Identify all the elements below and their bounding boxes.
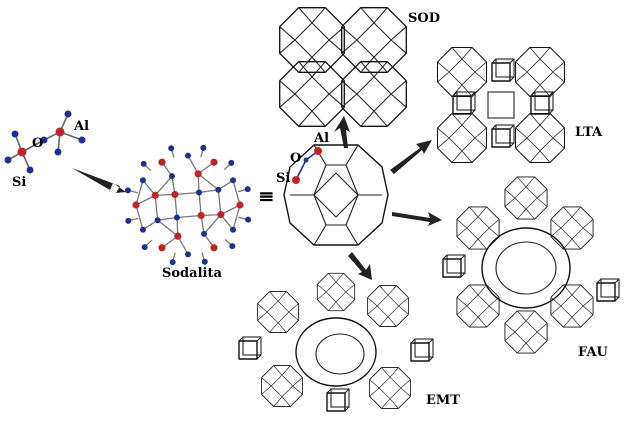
sodalite-atom <box>174 233 181 240</box>
atom-label-o: O <box>32 136 44 151</box>
sodalite-bond <box>158 220 178 236</box>
sodalite-atom <box>236 201 243 208</box>
sod-framework <box>280 8 407 127</box>
sodalite-atom <box>142 244 148 250</box>
sodalite-atom <box>230 177 236 183</box>
arrow-to-sodalite <box>72 168 126 193</box>
arrow-to-fau <box>392 212 442 226</box>
cage-atom-label-o: O <box>290 151 302 166</box>
fau-framework <box>443 177 619 353</box>
sodalite-bond <box>136 205 143 230</box>
sodalite-atom <box>228 160 234 166</box>
cage-atom-label-si: Si <box>276 171 291 186</box>
arrow-to-emt <box>348 252 372 280</box>
sodalite-atom <box>229 243 235 249</box>
sodalite-atom <box>198 212 205 219</box>
emt-framework <box>239 273 433 411</box>
sodalite-atom <box>125 218 131 224</box>
sodalite-atom <box>210 244 217 251</box>
sodalite-atom <box>230 227 236 233</box>
sodalite-bond <box>233 180 240 205</box>
sodalite-atom <box>152 192 159 199</box>
sodalite-atom <box>171 191 178 198</box>
sodalite-bond <box>177 216 201 218</box>
sodalite-atom <box>245 186 251 192</box>
sodalite-bond <box>155 195 157 220</box>
label-emt: EMT <box>426 393 460 408</box>
sodalite-atom <box>201 231 207 237</box>
sodalite-atom <box>155 217 161 223</box>
sodalite-atom <box>125 187 131 193</box>
sodalite-atom <box>195 170 202 177</box>
sodalite-atom <box>158 159 165 166</box>
sodalite-atom <box>185 153 191 159</box>
label-sod: SOD <box>408 11 440 26</box>
sodalite-atom <box>200 145 206 151</box>
sodalite-atom <box>202 259 208 265</box>
sodalite-bond <box>175 193 199 195</box>
arrow-to-lta <box>390 140 432 174</box>
sodalite-bond <box>198 174 218 190</box>
label-lta: LTA <box>575 125 603 140</box>
sodalite-atom <box>170 259 176 265</box>
sodalite-atom <box>174 214 180 220</box>
label-sodalita: Sodalita <box>162 266 222 281</box>
atom-label-si: Si <box>12 175 27 190</box>
lta-framework <box>438 48 565 163</box>
sodalite-atom <box>169 173 175 179</box>
sodalite-bond <box>155 176 172 195</box>
label-fau: FAU <box>578 345 608 360</box>
sodalite-atom <box>140 227 146 233</box>
sodalite-atom <box>185 251 191 257</box>
sodalite-ball-model <box>125 145 251 265</box>
arrow-to-sod <box>334 116 350 148</box>
sodalite-atom <box>140 177 146 183</box>
sodalite-atom <box>132 201 139 208</box>
sodalite-atom <box>141 161 147 167</box>
sodalite-atom <box>245 217 251 223</box>
sodalite-atom <box>196 190 202 196</box>
sodalite-atom <box>217 211 224 218</box>
sodalite-atom <box>158 244 165 251</box>
atom-label-al: Al <box>74 119 90 134</box>
cage-atom-label-al: Al <box>314 131 330 146</box>
sodalite-atom <box>168 145 174 151</box>
sodalite-atom <box>215 187 221 193</box>
sodalite-bond <box>218 190 220 215</box>
equivalence-sign: ≡ <box>258 184 275 208</box>
sodalite-bond <box>204 215 221 234</box>
sodalite-atom <box>210 159 217 166</box>
